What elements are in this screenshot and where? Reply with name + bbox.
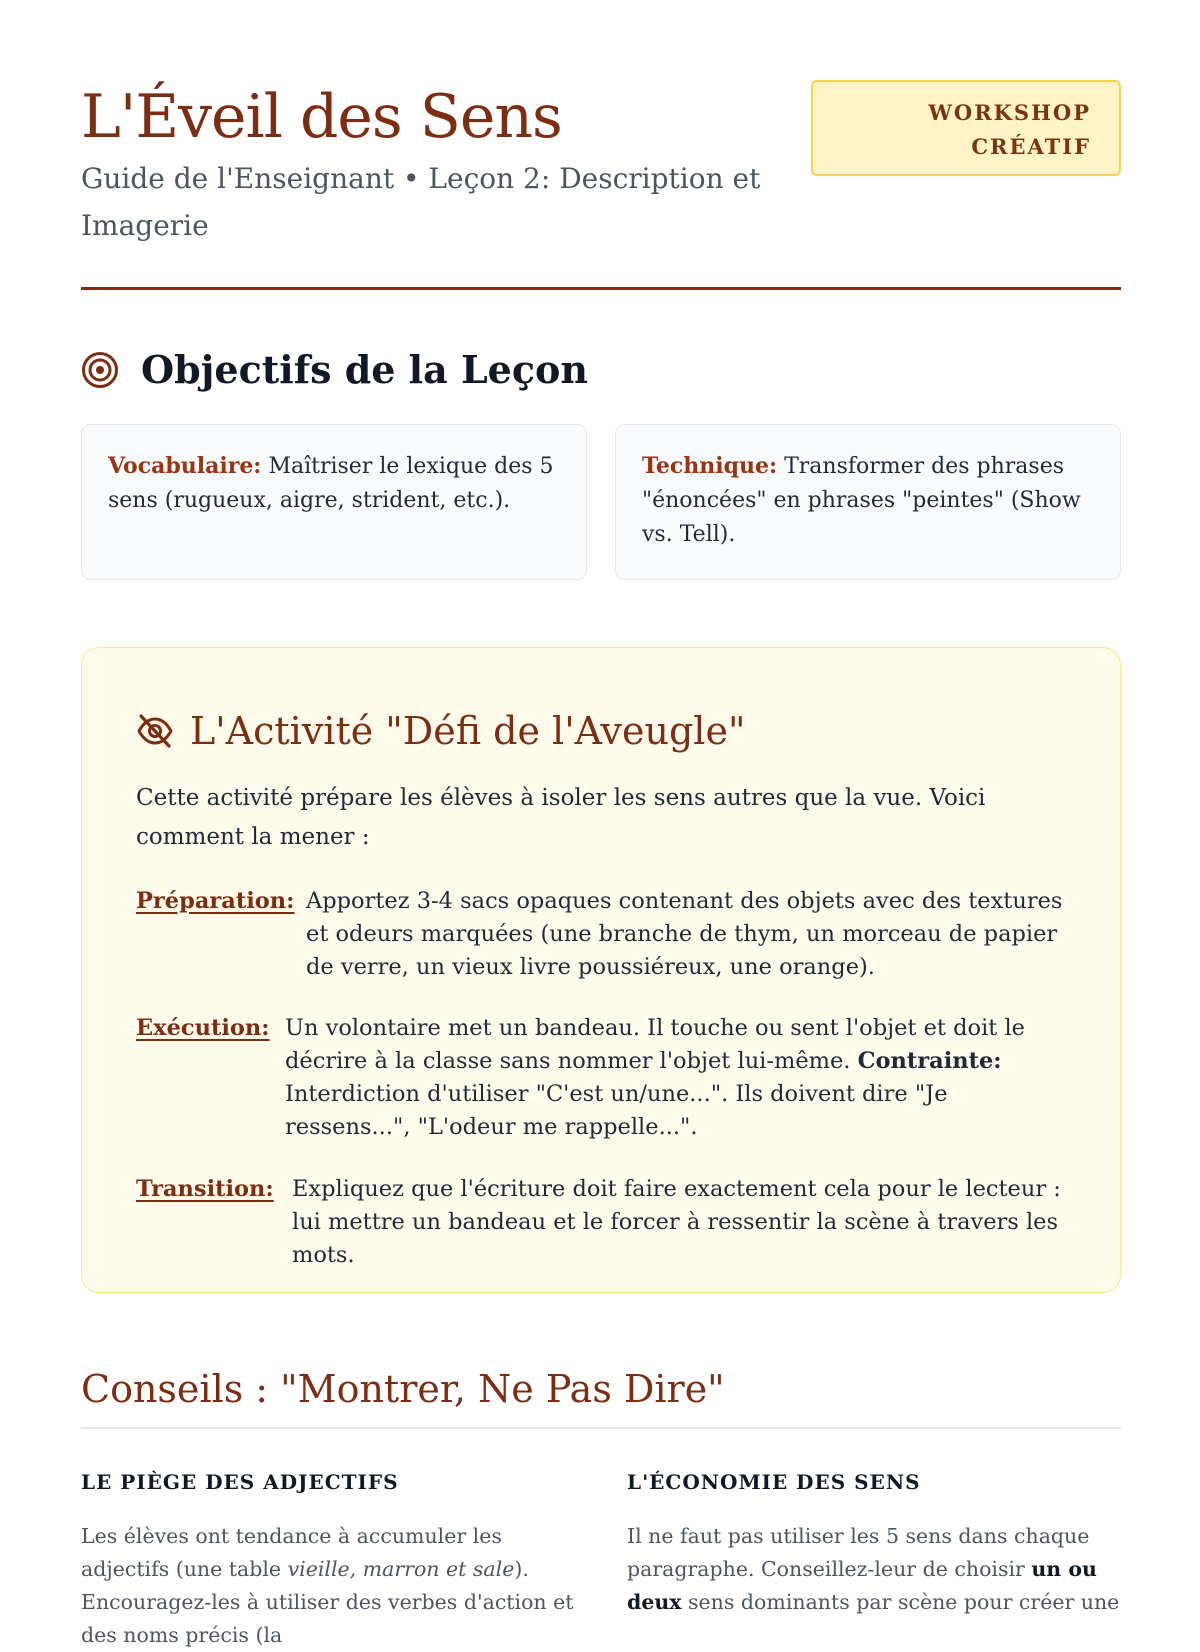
tips-divider <box>81 1427 1121 1429</box>
step-label: Préparation: <box>136 888 295 914</box>
activity-box <box>81 647 1121 1293</box>
tip-emphasis: vieille, marron et sale <box>287 1557 515 1581</box>
badge-line-1: WORKSHOP <box>928 100 1091 125</box>
eye-slash-icon <box>136 712 174 750</box>
objectives-title: Objectifs de la Leçon <box>141 347 588 392</box>
tip-heading-adjectives: LE PIÈGE DES ADJECTIFS <box>81 1470 399 1494</box>
objective-text: Transformer des phrases "énoncées" en phrases "peintes" (Show vs. Tell). <box>642 454 1081 547</box>
header-divider <box>81 287 1121 290</box>
badge-text <box>851 96 1091 164</box>
step-label: Transition: <box>136 1176 274 1202</box>
page-subtitle: Guide de l'Enseignant • Leçon 2: Description et Imagerie <box>81 162 761 242</box>
tip-body-senses <box>627 1520 1122 1619</box>
objectives-heading <box>81 345 1121 395</box>
tip-text-part: Les élèves ont tendance à accumuler les adjectifs (une table <box>81 1524 502 1581</box>
constraint-label: Contrainte: <box>857 1048 1002 1074</box>
page-header <box>81 80 1121 240</box>
step-text-part: Interdiction d'utiliser "C'est un/une...". Ils doivent dire "Je ressens...", "L'odeur me rappelle...". <box>285 1081 948 1140</box>
objective-card-technique <box>615 424 1121 580</box>
objective-label: Technique: <box>642 453 778 479</box>
activity-title: L'Activité "Défi de l'Aveugle" <box>190 709 746 753</box>
objective-text: Maîtriser le lexique des 5 sens (rugueux, aigre, strident, etc.). <box>108 454 554 513</box>
objective-card-vocabulary <box>81 424 587 580</box>
step-label: Exécution: <box>136 1015 270 1041</box>
tip-body-adjectives <box>81 1520 576 1652</box>
step-text <box>285 1012 1055 1144</box>
step-text: Apportez 3-4 sacs opaques contenant des objets avec des textures et odeurs marquées (une branche de thym, un morceau de papier de verre, un vieux livre poussiéreux, une orange). <box>306 888 1063 980</box>
target-icon <box>81 351 119 389</box>
badge-line-2: CRÉATIF <box>971 134 1091 159</box>
activity-heading <box>136 706 1036 756</box>
activity-step-transition <box>136 1173 1076 1268</box>
objective-label: Vocabulaire: <box>108 453 262 479</box>
tip-text-part: Il ne faut pas utiliser les 5 sens dans chaque paragraphe. Conseillez-leur de choisir <box>627 1524 1090 1581</box>
step-text: Expliquez que l'écriture doit faire exactement cela pour le lecteur : lui mettre un bandeau et le forcer à ressentir la scène à travers les mots. <box>292 1176 1061 1268</box>
tip-text-part: ). Encouragez-les à utiliser des verbes d'action et des noms précis (la <box>81 1557 574 1647</box>
tip-heading-senses: L'ÉCONOMIE DES SENS <box>627 1470 921 1494</box>
workshop-badge <box>811 80 1121 176</box>
activity-intro: Cette activité prépare les élèves à isoler les sens autres que la vue. Voici comment la mener : <box>136 785 986 850</box>
activity-step-execution <box>136 1012 1076 1146</box>
page-title: L'Éveil des Sens <box>81 82 562 152</box>
tip-text-part: sens dominants par scène pour créer une <box>681 1590 1120 1614</box>
step-text-part: Un volontaire met un bandeau. Il touche ou sent l'objet et doit le décrire à la classe sans nommer l'objet lui-même. <box>285 1015 1025 1074</box>
tips-title: Conseils : "Montrer, Ne Pas Dire" <box>81 1367 725 1411</box>
tip-strong: un ou deux <box>627 1557 1097 1614</box>
activity-step-preparation <box>136 885 1076 985</box>
